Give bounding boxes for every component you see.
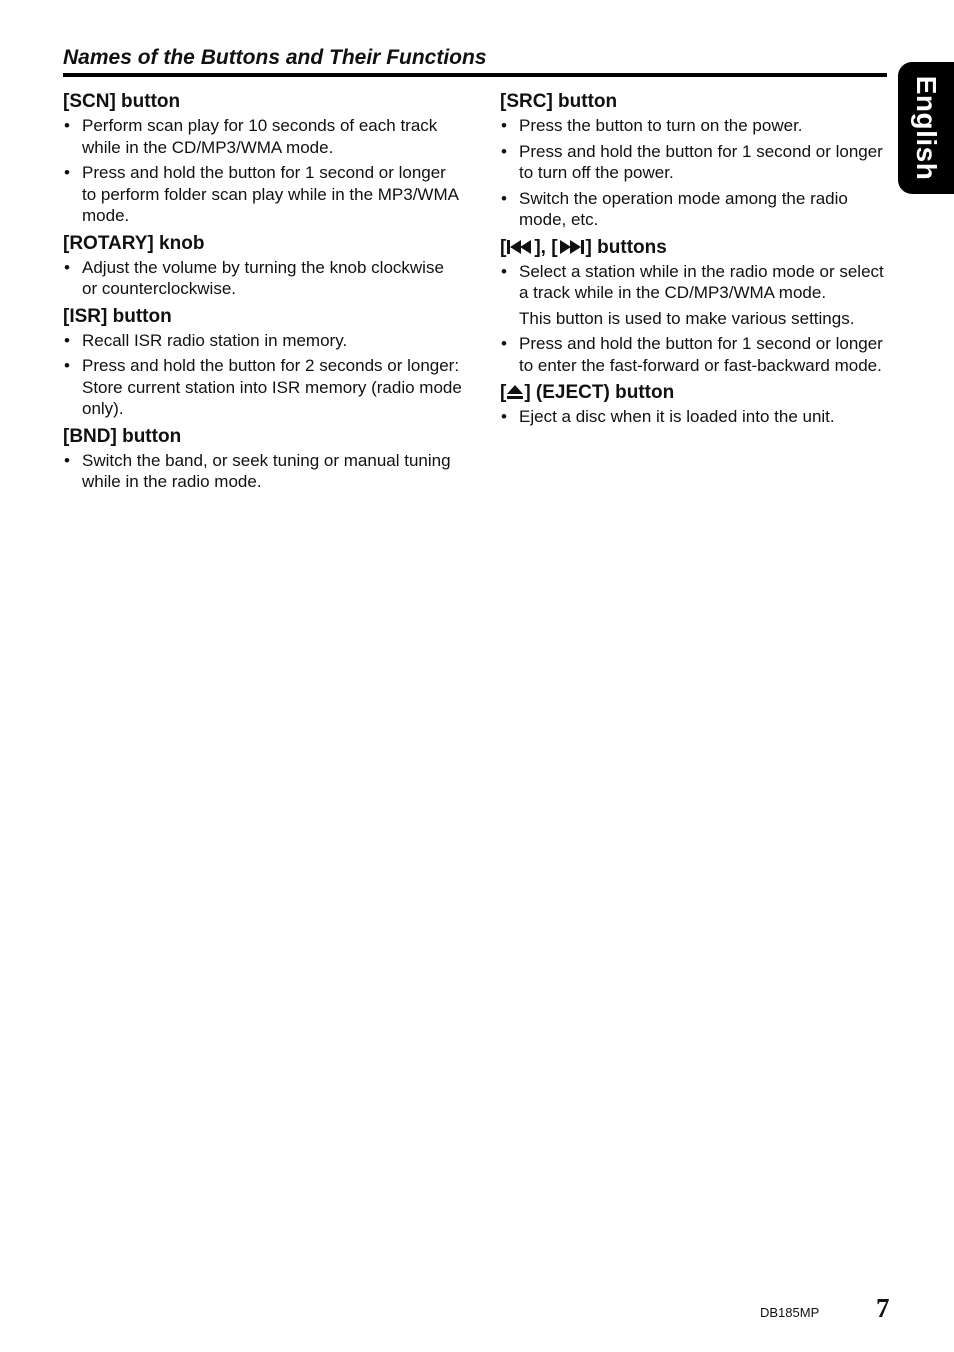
page-heading: Names of the Buttons and Their Functions xyxy=(63,46,487,69)
list-item: • Adjust the volume by turning the knob clockwise or counterclockwise. xyxy=(63,257,463,300)
list-note: This button is used to make various settings. xyxy=(519,308,855,328)
section-eject xyxy=(500,381,892,428)
list-item: • Perform scan play for 10 seconds of each track while in the CD/MP3/WMA mode. xyxy=(63,115,463,158)
heading-rule xyxy=(63,73,887,77)
section-rotary xyxy=(63,232,463,300)
language-tab-label: English xyxy=(911,75,942,181)
section-title-bnd: [BND] button xyxy=(63,425,182,447)
eject-icon xyxy=(506,384,524,400)
title-part: ] buttons xyxy=(585,236,667,258)
section-bnd xyxy=(63,425,463,493)
item-list xyxy=(500,115,892,231)
item-list xyxy=(63,257,463,300)
left-column xyxy=(63,90,463,498)
title-part: ] (EJECT) button xyxy=(524,382,675,403)
section-title-isr: [ISR] button xyxy=(63,305,172,327)
section-title-rotary: [ROTARY] knob xyxy=(63,232,205,254)
item-list xyxy=(63,330,463,420)
section-isr xyxy=(63,305,463,420)
item-list xyxy=(63,450,463,493)
list-item: • Press and hold the button for 2 seconds or longer: Store current station into ISR memory (radio mode only). xyxy=(63,355,463,420)
item-list xyxy=(500,406,892,428)
list-item: • Switch the operation mode among the radio mode, etc. xyxy=(500,188,892,231)
next-track-icon xyxy=(558,239,586,255)
title-part: [ xyxy=(500,382,507,403)
list-item: • Eject a disc when it is loaded into the unit. xyxy=(500,406,892,428)
section-title-src: [SRC] button xyxy=(500,91,618,112)
title-part: ], [ xyxy=(534,236,558,258)
section-title-skip xyxy=(500,236,892,260)
title-part: [ xyxy=(500,236,507,258)
section-src xyxy=(500,90,892,231)
right-column xyxy=(500,90,892,433)
list-item: • Press and hold the button for 1 second or longer to enter the fast-forward or fast-backward mode. xyxy=(500,333,892,376)
section-skip xyxy=(500,236,892,377)
section-scn xyxy=(63,90,463,227)
section-title-eject xyxy=(500,381,892,405)
section-title-scn: [SCN] button xyxy=(63,91,181,112)
item-list xyxy=(63,115,463,227)
list-item: • Press and hold the button for 1 second or longer to turn off the power. xyxy=(500,141,892,184)
page-number: 7 xyxy=(876,1293,890,1323)
language-tab xyxy=(898,62,954,194)
model-code: DB185MP xyxy=(760,1305,820,1320)
list-item: • Recall ISR radio station in memory. xyxy=(63,330,463,352)
item-list xyxy=(500,261,892,377)
list-item: • Press and hold the button for 1 second or longer to perform folder scan play while in the MP3/WMA mode. xyxy=(63,162,463,227)
list-item: • Select a station while in the radio mode or select a track while in the CD/MP3/WMA mode. xyxy=(500,261,892,304)
previous-track-icon xyxy=(506,239,534,255)
list-item: • Press the button to turn on the power. xyxy=(500,115,892,137)
list-item: • Switch the band, or seek tuning or manual tuning while in the radio mode. xyxy=(63,450,463,493)
